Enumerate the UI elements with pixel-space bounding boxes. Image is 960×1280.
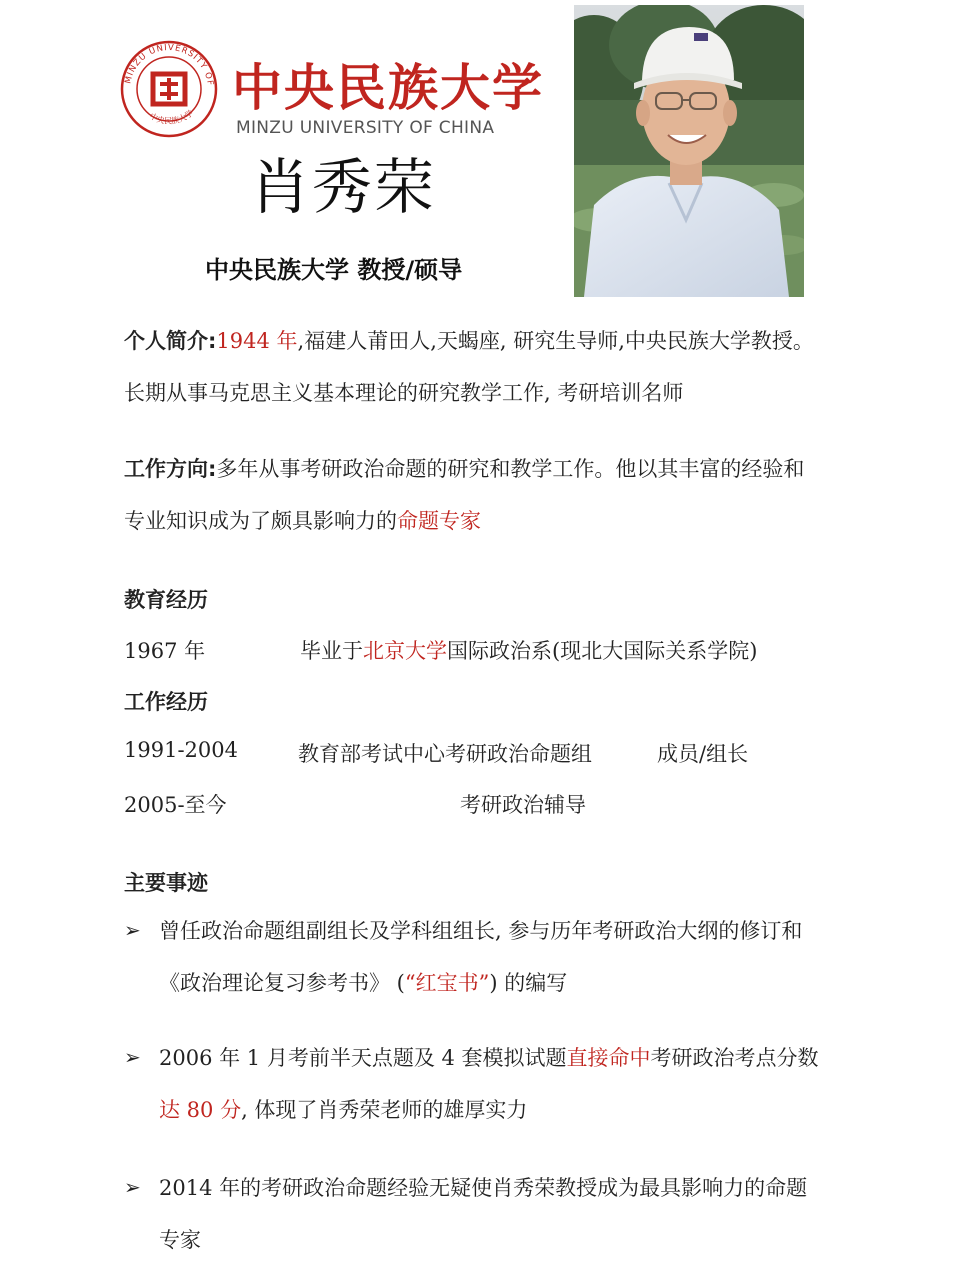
- direction-paragraph: [124, 443, 824, 547]
- logo-english-name: MINZU UNIVERSITY OF CHINA: [236, 118, 495, 138]
- bullet-arrow-icon: ➢: [124, 1045, 141, 1069]
- achievement-item: 2006 年 1 月考前半天点题及 4 套模拟试题直接命中考研政治考点分数达 80 分, 体现了肖秀荣老师的雄厚实力: [159, 1046, 819, 1122]
- achievement-item: 2014 年的考研政治命题经验无疑使肖秀荣教授成为最具影响力的命题专家: [159, 1176, 808, 1252]
- work-row-2-years: 2005-至今: [124, 793, 227, 817]
- work-row-1-org: 教育部考试中心考研政治命题组: [298, 742, 592, 766]
- education-heading: 教育经历: [124, 588, 208, 612]
- direction-label: 工作方向:: [124, 457, 217, 481]
- direct-hit-highlight: 直接命中: [566, 1046, 651, 1070]
- professor-title: 中央民族大学 教授/硕导: [205, 256, 463, 284]
- intro-paragraph: [124, 315, 824, 419]
- education-pre: 毕业于: [300, 639, 363, 663]
- direction-text: 多年从事考研政治命题的研究和教学工作。他以其丰富的经验和专业知识成为了颇具影响力的: [124, 457, 805, 533]
- red-book-highlight: “红宝书”: [404, 971, 490, 995]
- professor-portrait-photo: [574, 5, 804, 297]
- svg-text:MINZU UNIVERSITY OF CHINA: MINZU UNIVERSITY OF: [123, 42, 215, 87]
- university-seal-logo: [120, 40, 218, 138]
- intro-text: ,福建人莆田人,天蝎座, 研究生导师,中央民族大学教授。长期从事马克思主义基本理论的研究教学工作, 考研培训名师: [124, 329, 814, 405]
- work-row-2-org: 考研政治辅导: [460, 793, 586, 817]
- work-heading: 工作经历: [124, 690, 208, 714]
- score-highlight: 达 80 分: [159, 1098, 242, 1122]
- achievement-item: 曾任政治命题组副组长及学科组组长, 参与历年考研政治大纲的修订和《政治理论复习参考书》 (“红宝书”) 的编写: [159, 919, 803, 995]
- education-post: 国际政治系(现北大国际关系学院): [447, 639, 758, 663]
- education-year: 1967 年: [124, 639, 206, 663]
- intro-label: 个人简介:: [124, 329, 217, 353]
- professor-name: 肖秀荣: [250, 153, 436, 223]
- achievements-heading: 主要事迹: [124, 871, 208, 895]
- bullet-arrow-icon: ➢: [124, 1175, 141, 1199]
- bullet-arrow-icon: ➢: [124, 918, 141, 942]
- logo-chinese-name: 中央民族大学: [232, 58, 544, 117]
- birth-year: 1944 年: [216, 329, 298, 353]
- work-row-1-years: 1991-2004: [124, 738, 238, 762]
- education-school: 北京大学: [363, 639, 447, 663]
- svg-text:中央民族大学: 中央民族大学: [148, 108, 195, 126]
- education-detail: [300, 635, 757, 665]
- work-row-1-role: 成员/组长: [657, 742, 749, 766]
- direction-highlight: 命题专家: [397, 509, 481, 533]
